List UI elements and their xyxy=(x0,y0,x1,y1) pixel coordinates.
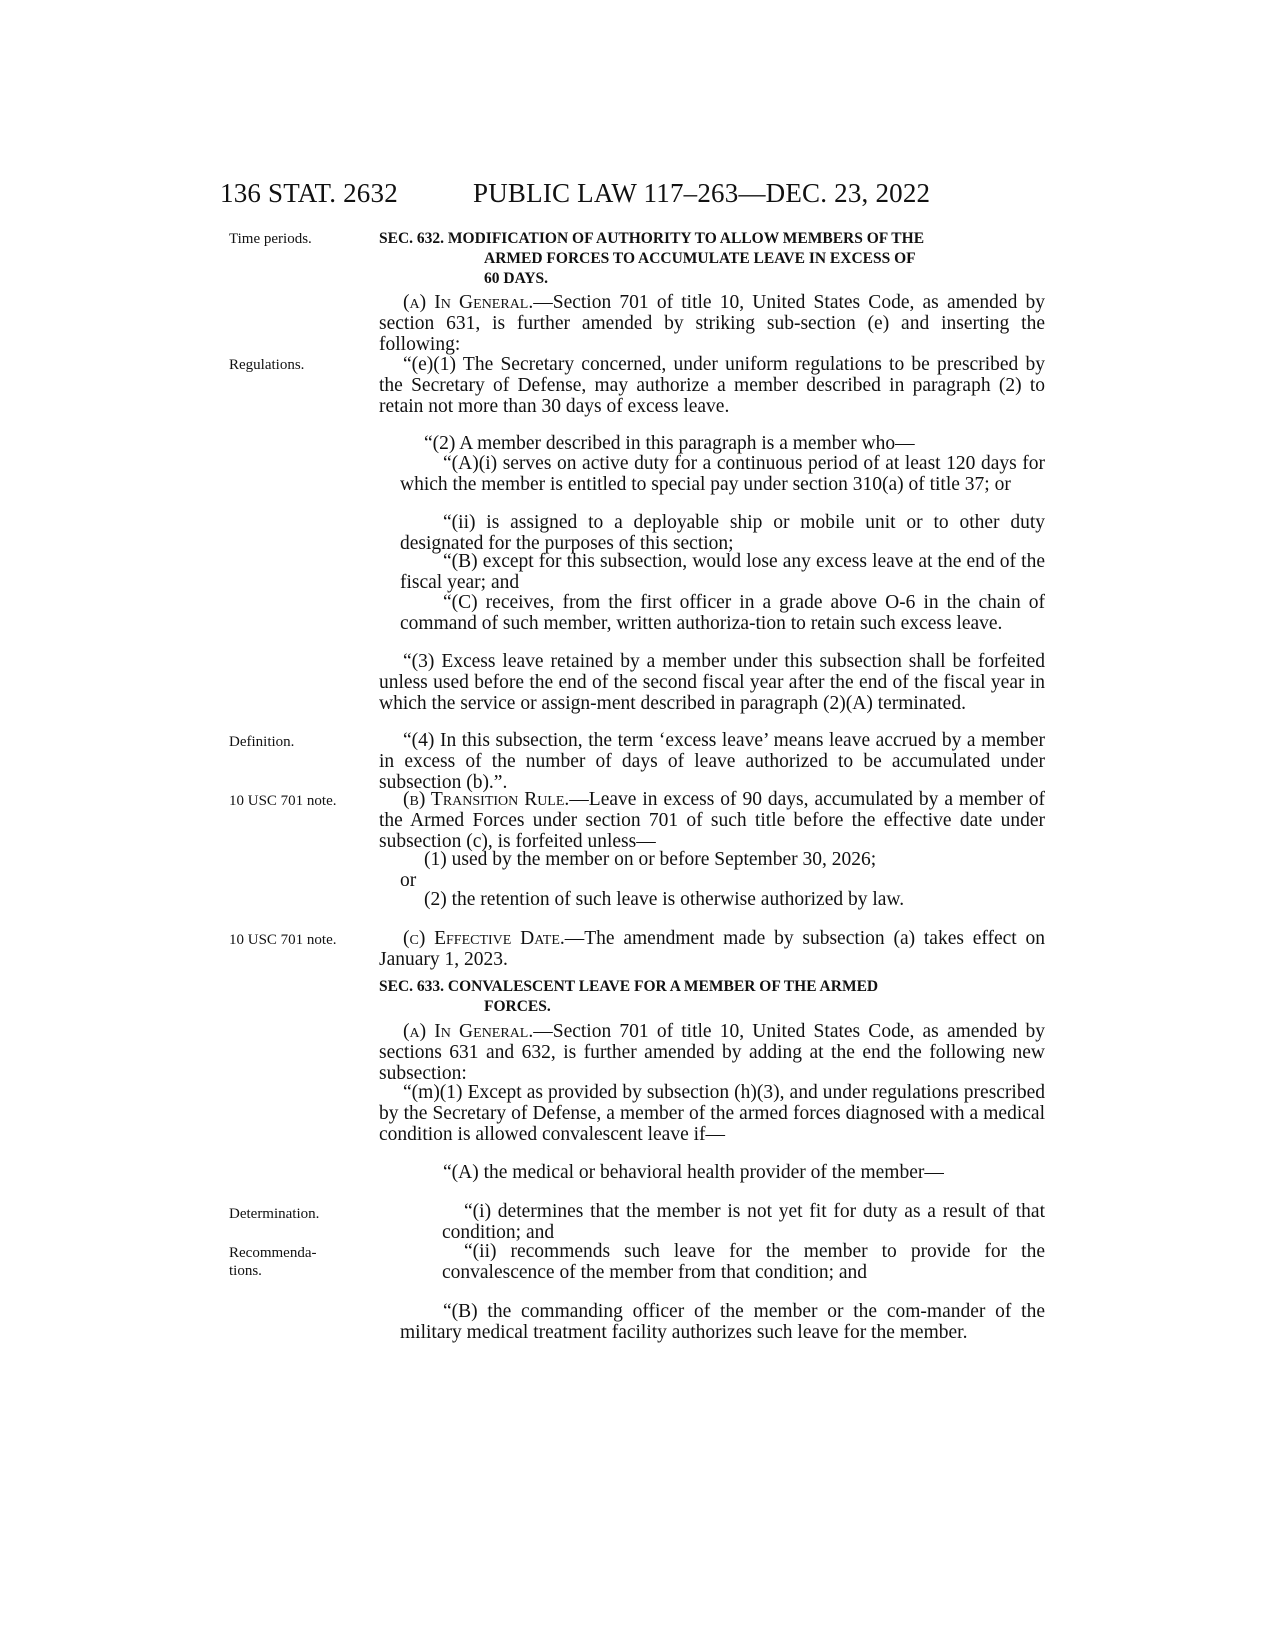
sec-632-paragraph-2: “(2) A member described in this paragraph is a member who— xyxy=(424,433,915,454)
margin-note-recommendations xyxy=(229,1244,316,1280)
sec-632-b-2: (2) the retention of such leave is otherwise authorized by law. xyxy=(424,889,905,910)
running-title: PUBLIC LAW 117–263—DEC. 23, 2022 xyxy=(473,178,931,208)
sec-632-b-1 xyxy=(400,850,1045,892)
sec-632-c-label: (c) Effective Date. xyxy=(403,928,565,949)
sec-632-subsection-b xyxy=(379,790,1045,852)
margin-note-definition: Definition. xyxy=(229,734,295,750)
sec-632-a-text: —Section 701 of title 10, United States Code, as amended by section 631, is further amended by striking sub-section (e) and inserting the following: xyxy=(379,292,1046,355)
margin-note-recommendations-line2: tions. xyxy=(229,1263,262,1279)
sec-633-A-i: “(i) determines that the member is not yet fit for duty as a result of that condition; and xyxy=(442,1201,1045,1243)
sec-632-e1: “(e)(1) The Secretary concerned, under uniform regulations to be prescribed by the Secretary of Defense, may authorize a member described in paragraph (2) to retain not more than 30 days of excess leave. xyxy=(379,354,1045,417)
sec-633-B: “(B) the commanding officer of the member or the com-mander of the military medical treatment facility authorizes such leave for the member. xyxy=(400,1301,1045,1343)
sec-633-heading-line2: FORCES. xyxy=(484,998,551,1015)
sec-633-subsection-a xyxy=(379,1022,1045,1084)
sec-633-A-ii: “(ii) recommends such leave for the member to provide for the convalescence of the member from that condition; and xyxy=(442,1241,1045,1283)
sec-632-ii: “(ii) is assigned to a deployable ship or mobile unit or to other duty designated for the purposes of this section; xyxy=(400,512,1045,554)
sec-632-B: “(B) except for this subsection, would lose any excess leave at the end of the fiscal year; and xyxy=(400,551,1045,593)
sec-632-heading xyxy=(379,229,1045,289)
margin-note-recommendations-line1: Recommenda- xyxy=(229,1245,317,1261)
sec-632-paragraph-3: “(3) Excess leave retained by a member under this subsection shall be forfeited unless used before the end of the second fiscal year after the end of the fiscal year in which the service or assign-ment described in paragraph (2)(A) terminated. xyxy=(379,651,1045,714)
sec-632-b-1-line1: (1) used by the member on or before September 30, 2026; xyxy=(424,849,877,870)
sec-633-a-label: (a) In General. xyxy=(403,1021,534,1042)
sec-632-subsection-c xyxy=(379,929,1045,971)
margin-note-time-periods: Time periods. xyxy=(229,231,312,247)
sec-632-heading-line1: SEC. 632. MODIFICATION OF AUTHORITY TO ALLOW MEMBERS OF THE xyxy=(379,230,925,247)
sec-632-heading-line3: 60 DAYS. xyxy=(484,270,549,287)
page-stat-number: 136 STAT. 2632 xyxy=(220,178,398,208)
sec-633-A: “(A) the medical or behavioral health provider of the member— xyxy=(443,1162,944,1183)
margin-note-regulations: Regulations. xyxy=(229,357,305,373)
sec-632-b-1-line2: or xyxy=(400,869,417,891)
sec-633-a-text: —Section 701 of title 10, United States Code, as amended by sections 631 and 632, is further amended by adding at the end the following new subsection: xyxy=(379,1021,1046,1084)
sec-632-c-text: —The amendment made by subsection (a) takes effect on January 1, 2023. xyxy=(379,928,1045,970)
sec-632-b-label: (b) Transition Rule. xyxy=(403,789,570,810)
margin-note-usc-1: 10 USC 701 note. xyxy=(229,793,337,809)
sec-633-heading xyxy=(379,977,1045,1017)
sec-632-subsection-a xyxy=(379,293,1045,355)
sec-632-A-i: “(A)(i) serves on active duty for a continuous period of at least 120 days for which the member is entitled to special pay under section 310(a) of title 37; or xyxy=(400,453,1045,495)
margin-note-usc-2: 10 USC 701 note. xyxy=(229,932,337,948)
sec-632-heading-line2: ARMED FORCES TO ACCUMULATE LEAVE IN EXCESS OF xyxy=(484,250,916,267)
margin-note-determination: Determination. xyxy=(229,1206,320,1222)
sec-633-m1: “(m)(1) Except as provided by subsection (h)(3), and under regulations prescribed by the Secretary of Defense, a member of the armed forces diagnosed with a medical condition is allowed convalescent leave if— xyxy=(379,1082,1045,1145)
sec-633-heading-line1: SEC. 633. CONVALESCENT LEAVE FOR A MEMBER OF THE ARMED xyxy=(379,978,879,995)
sec-632-b-text: —Leave in excess of 90 days, accumulated by a member of the Armed Forces under section 701 of such title before the effective date under subsection (c), is forfeited unless— xyxy=(379,789,1045,852)
sec-632-C: “(C) receives, from the first officer in a grade above O-6 in the chain of command of such member, written authoriza-tion to retain such excess leave. xyxy=(400,592,1045,634)
sec-632-a-label: (a) In General. xyxy=(403,292,534,313)
sec-632-paragraph-4: “(4) In this subsection, the term ‘excess leave’ means leave accrued by a member in excess of the number of days of leave authorized to be accumulated under subsection (b).”. xyxy=(379,730,1045,793)
